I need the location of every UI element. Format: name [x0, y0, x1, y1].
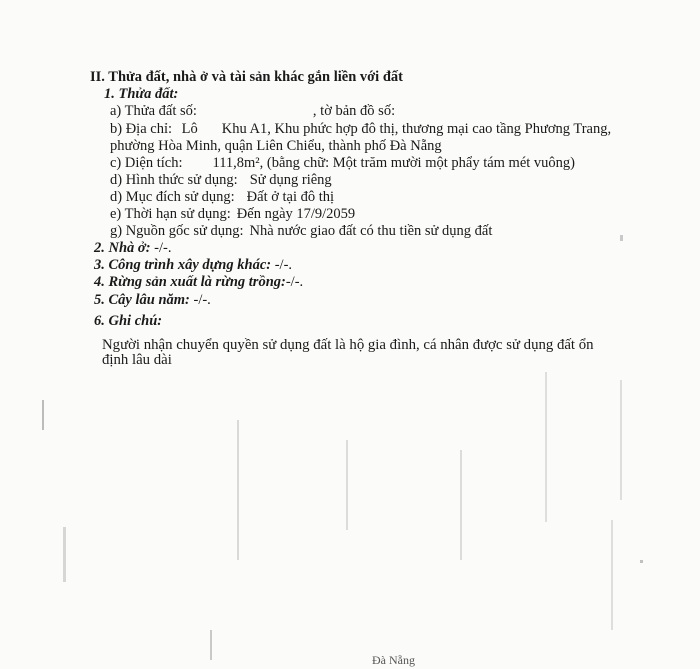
scan-mark [460, 450, 462, 560]
address-lot: Lô [181, 121, 198, 137]
forest-label: 4. Rừng sản xuất là rừng trồng: [94, 274, 286, 290]
scan-mark [640, 560, 643, 563]
scan-mark [63, 527, 66, 582]
area-value: 111,8m², (bằng chữ: Một trăm mười một phẩy tám mét vuông) [212, 155, 576, 171]
use-term-label: e) Thời hạn sử dụng: [110, 206, 231, 222]
scan-mark [237, 420, 239, 560]
scan-mark [620, 235, 623, 241]
parcel-number-label: a) Thửa đất số: [110, 103, 197, 119]
land-parcel-row [110, 103, 395, 120]
address-label: b) Địa chỉ: [110, 121, 173, 137]
scan-mark [42, 400, 44, 430]
footer-place: Đà Nẵng [372, 653, 415, 667]
note-text-line2: định lâu dài [102, 352, 172, 368]
address-continued: phường Hòa Minh, quận Liên Chiểu, thành phố Đà Nẵng [110, 138, 442, 154]
land-heading: 1. Thửa đất: [104, 86, 179, 102]
use-purpose-value: Đất ở tại đô thị [246, 189, 335, 205]
perennial-value: -/-. [193, 292, 211, 308]
origin-label: g) Nguồn gốc sử dụng: [110, 223, 244, 239]
use-term-row [110, 206, 355, 223]
note-text-line1: Người nhận chuyển quyền sử dụng đất là hộ gia đình, cá nhân được sử dụng đất ổn [102, 337, 594, 353]
house-label: 2. Nhà ở: [94, 240, 151, 256]
address-text: Khu A1, Khu phức hợp đô thị, thương mại cao tầng Phương Trang, [221, 121, 612, 137]
area-row [110, 155, 575, 172]
scan-mark [545, 372, 547, 522]
house-value: -/-. [154, 240, 172, 256]
origin-value: Nhà nước giao đất có thu tiền sử dụng đất [249, 223, 493, 239]
scan-mark [620, 380, 622, 500]
scan-mark [210, 630, 212, 660]
forest-row [94, 274, 303, 291]
map-sheet-label: , tờ bản đồ số: [312, 103, 396, 119]
scan-mark [346, 440, 348, 530]
perennial-row [94, 292, 211, 309]
construction-label: 3. Công trình xây dựng khác: [94, 257, 272, 273]
use-form-row [110, 172, 332, 189]
construction-value: -/-. [274, 257, 293, 273]
note-label: 6. Ghi chú: [94, 313, 163, 329]
forest-value: -/-. [285, 274, 304, 290]
use-form-label: d) Hình thức sử dụng: [110, 172, 238, 188]
house-row [94, 240, 171, 257]
use-purpose-row [110, 189, 334, 206]
construction-row [94, 257, 292, 274]
section-title: II. Thửa đất, nhà ở và tài sản khác gắn liền với đất [90, 69, 403, 85]
use-purpose-label: d) Mục đích sử dụng: [110, 189, 235, 205]
address-row [110, 121, 611, 138]
origin-row [110, 223, 492, 240]
area-label: c) Diện tích: [110, 155, 183, 171]
scan-mark [611, 520, 613, 630]
use-term-value: Đến ngày 17/9/2059 [236, 206, 356, 222]
perennial-label: 5. Cây lâu năm: [94, 292, 190, 308]
use-form-value: Sử dụng riêng [249, 172, 332, 188]
